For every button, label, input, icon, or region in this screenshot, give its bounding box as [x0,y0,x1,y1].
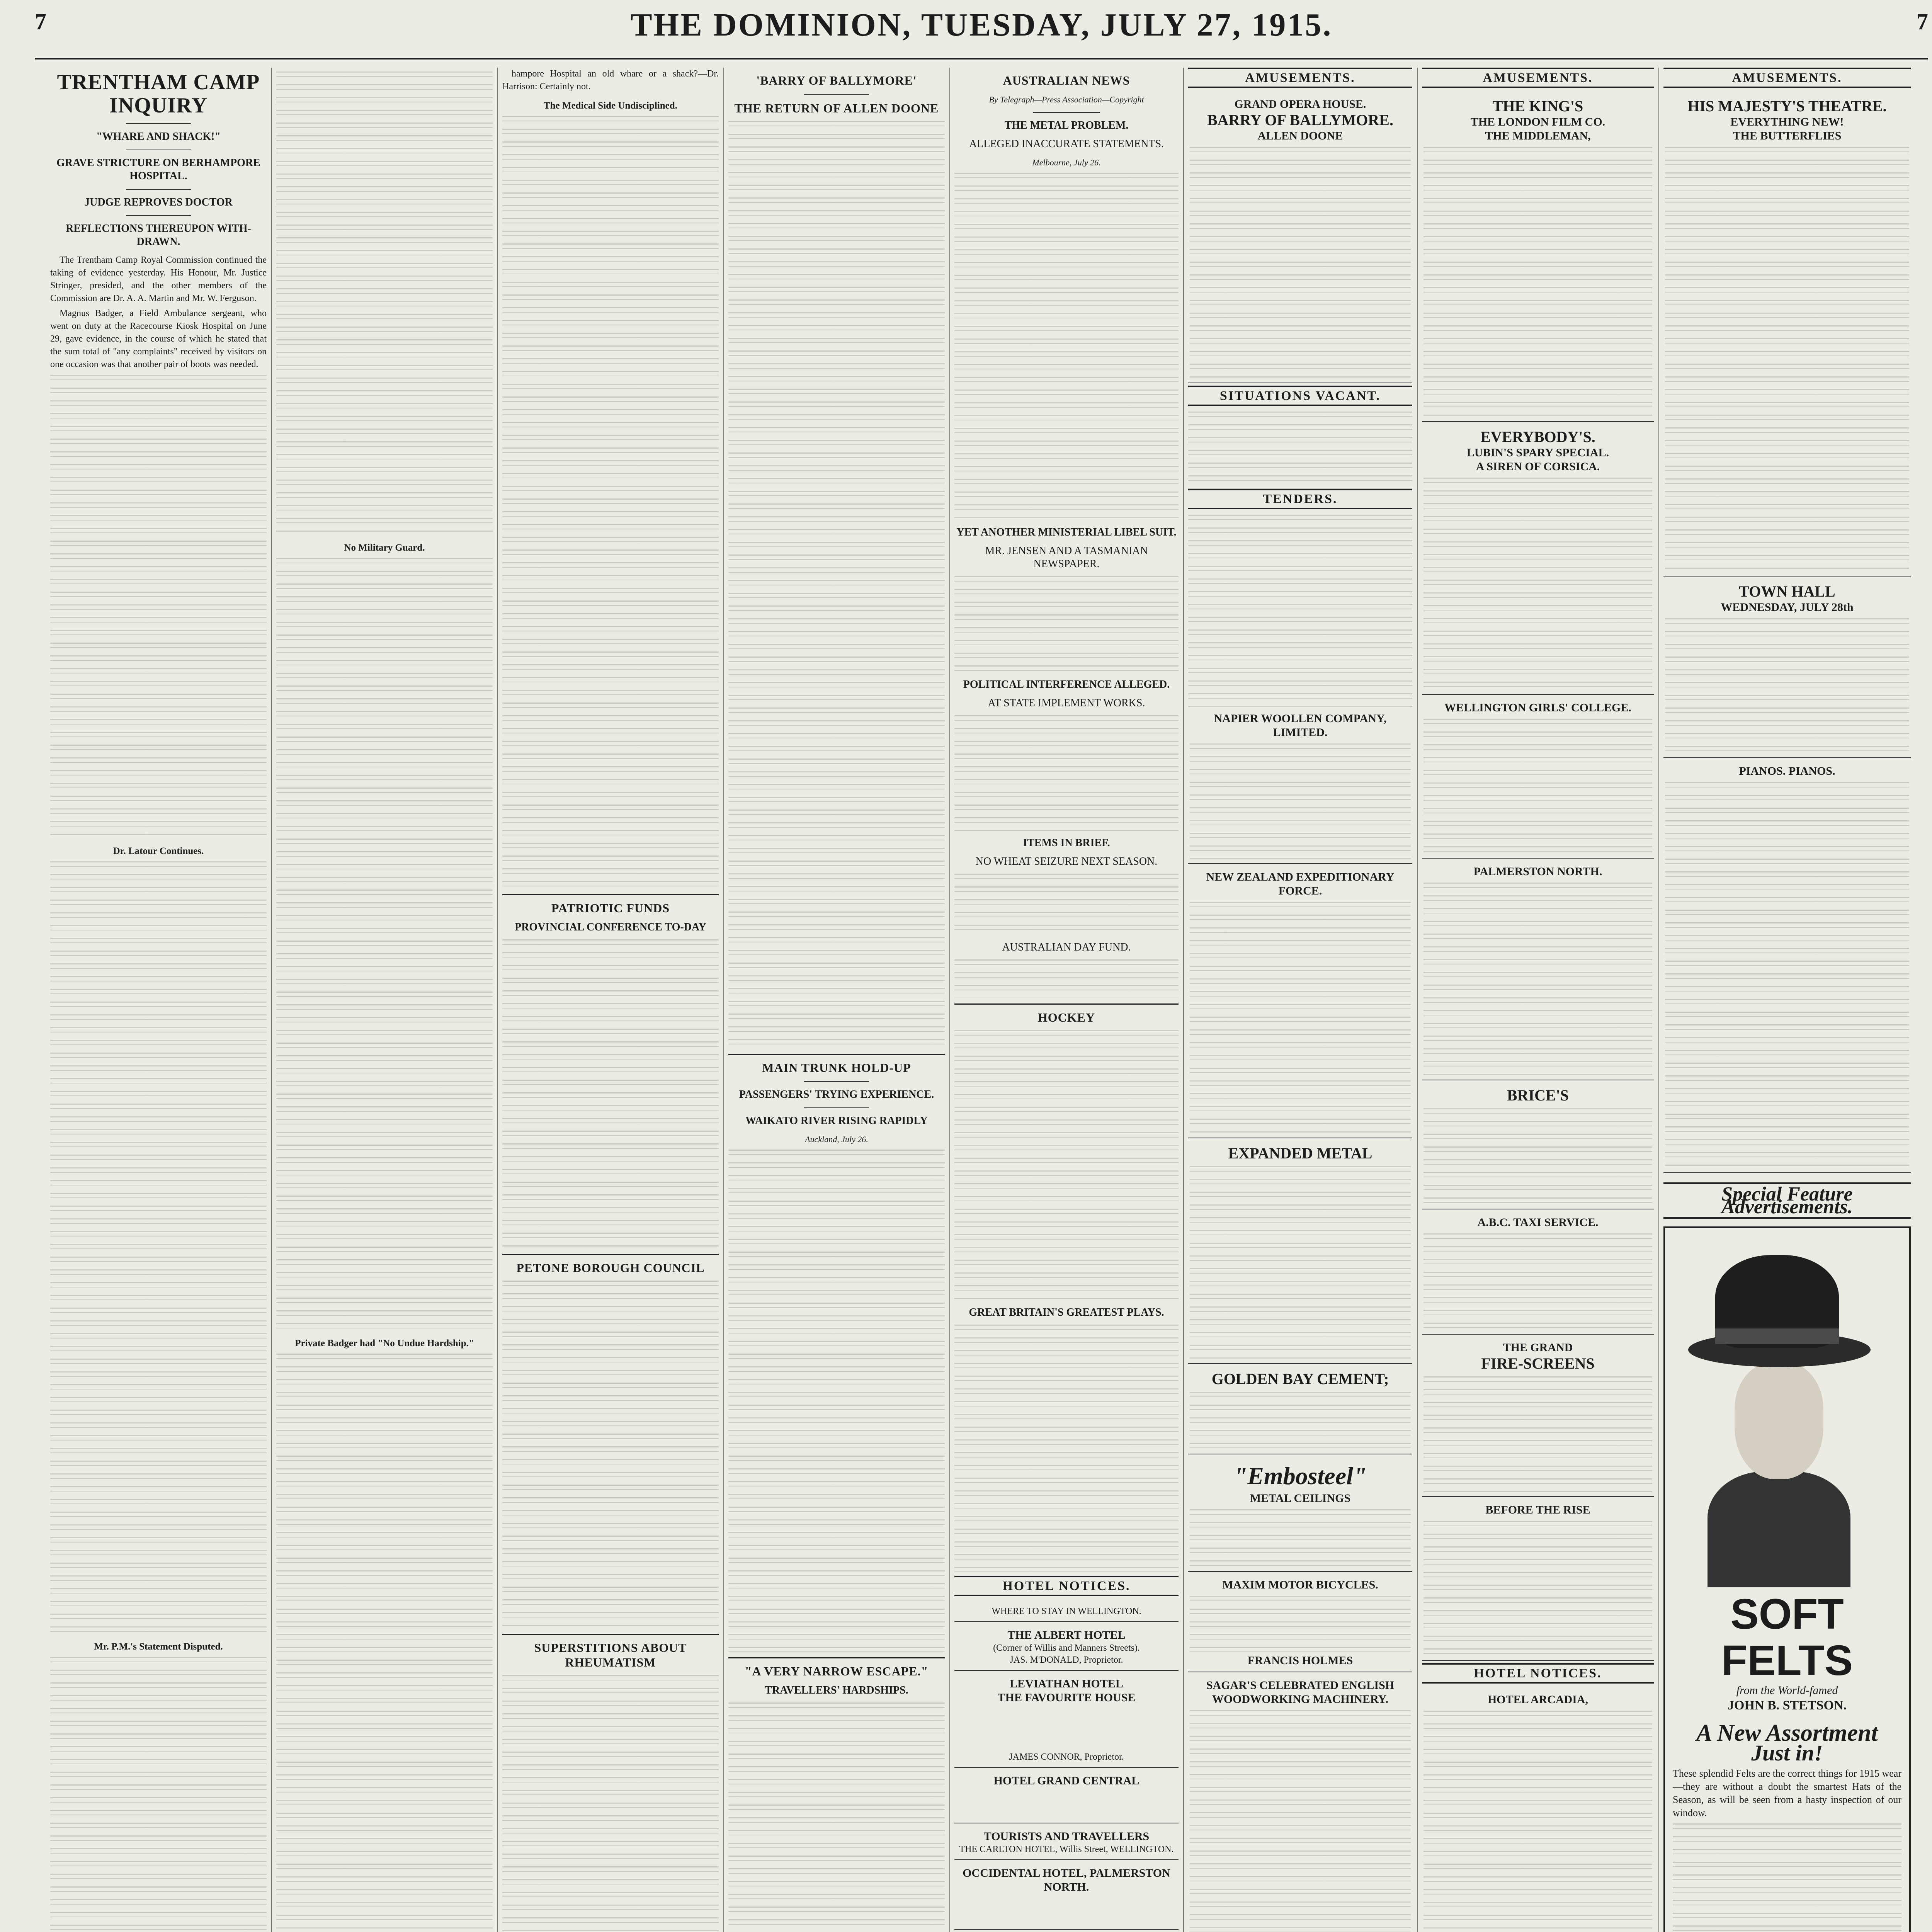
business-ad [1422,1337,1654,1497]
piano-ad [1663,760,1911,1173]
article-body [502,116,719,889]
ad-body [1190,1166,1411,1359]
dateline: Melbourne, July 26. [1032,158,1101,167]
section-subhead: No Military Guard. [344,543,425,553]
product-ad [1188,1457,1412,1572]
hotel-ad [954,1673,1179,1768]
business-name: A.B.C. TAXI SERVICE. [1477,1216,1599,1229]
theatre-ad [1188,94,1412,383]
article-lead: The Trentham Camp Royal Commission continued the taking of evidence yesterday. His Honour, Mr. Justice Stringer, presided, and the other members of the Commission are Dr. A. A. Martin and Mr. W. Ferguson. [50,255,267,303]
product-ad [1188,1366,1412,1454]
hat-illustration [1673,1240,1901,1587]
headline: YET ANOTHER MINISTERIAL LIBEL SUIT. [956,526,1177,538]
ad-body [1423,1108,1652,1205]
section-subhead: The Medical Side Undisciplined. [544,100,677,111]
theatre-ad [1663,94,1911,577]
article-body [954,1030,1179,1301]
venue-name: TOWN HALL [1739,583,1835,600]
deck: PASSENGERS' TRYING EXPERIENCE. [739,1088,934,1100]
headline: SUPERSTITIONS ABOUT RHEUMATISM [534,1641,687,1669]
ad-body [1190,1509,1411,1567]
product-title: MAXIM MOTOR BICYCLES. [1222,1578,1378,1591]
headline: MAIN TRUNK HOLD-UP [762,1061,911,1075]
headline: TRENTHAM CAMP INQUIRY [57,70,260,117]
column-rule [497,68,498,1932]
hotel-ad-intro: WHERE TO STAY IN WELLINGTON. [992,1606,1141,1616]
theatre-ad [1422,424,1654,695]
article-body [954,173,1179,520]
page-number-left: 7 [35,9,46,34]
ad-title: PIANOS. PIANOS. [1739,765,1835,777]
theatre-ad [1422,94,1654,422]
product-title: GOLDEN BAY CEMENT; [1211,1370,1389,1388]
hotel-name: TOURISTS AND TRAVELLERS [983,1830,1150,1843]
column-6 [1188,68,1412,1932]
section-header: AMUSEMENTS. [1188,68,1412,88]
section-header: HOTEL NOTICES. [954,1576,1179,1596]
product-title: EXPANDED METAL [1228,1145,1372,1162]
ad-body [1665,618,1909,753]
page-number-right: 7 [1917,9,1928,34]
soft-felts-body: These splendid Felts are the correct things for 1915 wear—they are without a doubt the smartest Hats of the Season, as will be seen from a hasty inspection of our window. [1673,1768,1901,1818]
show-title: THE BUTTERFLIES [1733,129,1842,142]
deck: JUDGE REPROVES DOCTOR [84,196,233,208]
column-rule [271,68,272,1932]
column-8 [1663,68,1911,1932]
event-title: PALMERSTON NORTH. [1473,865,1602,878]
ad-body [1423,719,1652,854]
column-5 [954,68,1179,1932]
event-title: WELLINGTON GIRLS' COLLEGE. [1444,701,1631,714]
column-4 [728,68,945,1932]
event-ad [1422,861,1654,1080]
deck: REFLECTIONS THEREUPON WITH-DRAWN. [66,223,251,248]
hotel-name: THE ALBERT HOTEL [1007,1629,1126,1641]
column-2 [276,68,493,1932]
section-subhead: Mr. P.M.'s Statement Disputed. [94,1641,223,1652]
article-body [502,939,719,1248]
article-body [728,1702,945,1932]
tender-title: NAPIER WOOLLEN COMPANY, LIMITED. [1214,712,1387,739]
film-title: THE MIDDLEMAN, [1485,129,1591,142]
article-body [276,1354,493,1932]
event-ad [1663,579,1911,758]
deck: AT STATE IMPLEMENT WORKS. [988,697,1145,709]
hotel-ad [954,1624,1179,1671]
show-star: ALLEN DOONE [1257,129,1343,142]
deck: TRAVELLERS' HARDSHIPS. [765,1684,908,1696]
ad-body [1188,412,1412,489]
business-name: BEFORE THE RISE [1485,1503,1590,1516]
product-ad [1188,1675,1412,1932]
soft-felts-title: SOFT FELTS [1721,1590,1853,1684]
dealer-name: FRANCIS HOLMES [1247,1654,1353,1667]
ad-body [1423,1233,1652,1330]
section-header: HOTEL NOTICES. [1422,1663,1654,1684]
ad-body [1188,515,1412,708]
just-in-label: Just in! [1751,1740,1823,1765]
dateline: Auckland, July 26. [805,1134,868,1144]
article-paragraph: hampore Hospital an old whare or a shack?—Dr. Harrison: Certainly not. [502,69,719,92]
article-body [276,558,493,1331]
deck: GRAVE STRICTURE ON BERHAMPORE HOSPITAL. [56,157,260,182]
headline: GREAT BRITAIN'S GREATEST PLAYS. [969,1306,1164,1318]
column-rule [949,68,950,1932]
article-body [276,71,493,535]
ad-body [1190,902,1411,1134]
feature-header: Special Feature Advertisements. [1663,1182,1911,1219]
theatre-name: GRAND OPERA HOUSE. [1234,98,1366,111]
headline: PETONE BOROUGH COUNCIL [516,1261,705,1275]
subheadline: "WHARE AND SHACK!" [96,131,221,143]
ad-body [1190,743,1411,859]
event-date: WEDNESDAY, JULY 28th [1721,601,1854,614]
section-header: TENDERS. [1188,489,1412,509]
product-title: "Embosteel" [1233,1462,1367,1490]
ad-body [1190,1596,1411,1654]
headline: "A VERY NARROW ESCAPE." [745,1664,929,1678]
tender-ad [1188,708,1412,864]
article-body [50,375,267,838]
headline: THE METAL PROBLEM. [1004,119,1129,131]
theatre-name: THE KING'S [1492,97,1583,115]
hotel-ad [954,1826,1179,1860]
theatre-name: HIS MAJESTY'S THEATRE. [1687,97,1887,115]
hotel-name: HOTEL ARCADIA, [1487,1693,1588,1706]
business-name: THE GRAND [1503,1341,1573,1354]
film-title: A SIREN OF CORSICA. [1476,460,1600,473]
show-title: BARRY OF BALLYMORE. [1207,111,1393,129]
business-ad [1422,1499,1654,1661]
hotel-ad [954,1602,1179,1622]
headline: 'BARRY OF BALLYMORE' [756,73,917,87]
article-body [728,121,945,1048]
ad-body [1423,1376,1652,1492]
hotel-ad [954,1862,1179,1930]
ad-body [1673,1823,1901,1932]
hotel-address: THE CARLTON HOTEL, Willis Street, WELLINGTON. [959,1844,1174,1854]
hotel-name: LEVIATHAN HOTEL [1010,1677,1123,1690]
business-ad [1422,1212,1654,1335]
headline: ITEMS IN BRIEF. [1023,837,1110,849]
deck: AUSTRALIAN DAY FUND. [1002,941,1131,953]
article-body [954,576,1179,673]
theatre-name: EVERYBODY'S. [1480,428,1595,446]
tender-title: NEW ZEALAND EXPEDITIONARY FORCE. [1206,871,1395,897]
product-subtitle: METAL CEILINGS [1250,1492,1351,1505]
column-3 [502,68,719,1932]
headline: HOCKEY [1037,1010,1095,1024]
headline: POLITICAL INTERFERENCE ALLEGED. [963,679,1170,690]
deck: MR. JENSEN AND A TASMANIAN NEWSPAPER. [985,545,1148,570]
column-rule [723,68,724,1932]
ad-body [1665,147,1909,572]
article-body [502,1281,719,1628]
ad-body [1423,1711,1652,1932]
ad-tagline: EVERYTHING NEW! [1730,116,1844,128]
article-paragraph: Magnus Badger, a Field Ambulance sergeant, who went on duty at the Racecourse Kiosk Hospital on June 29, gave evidence, in the course of which he stated that the sum total of "any complaints" received by visitors on one occasion was that another pair of boots was needed. [50,308,267,369]
ad-body [1423,883,1652,1076]
column-rule [1658,68,1659,1932]
hotel-proprietor: JAMES CONNOR, Proprietor. [1009,1752,1124,1762]
masthead [35,0,1928,60]
deck: WAIKATO RIVER RISING RAPIDLY [745,1115,928,1127]
hotel-ad [1422,1689,1654,1932]
hotel-name: OCCIDENTAL HOTEL, PALMERSTON NORTH. [963,1867,1170,1893]
product-ad [1188,1141,1412,1364]
deck: ALLEGED INACCURATE STATEMENTS. [969,138,1164,150]
hotel-proprietor: JAS. M'DONALD, Proprietor. [1010,1655,1123,1665]
section-header: SITUATIONS VACANT. [1188,386,1412,406]
section-subhead: Dr. Latour Continues. [113,846,204,856]
article-body [954,959,1179,998]
hotel-tagline: THE FAVOURITE HOUSE [997,1691,1136,1704]
soft-felts-maker: JOHN B. STETSON. [1728,1698,1847,1713]
event-ad [1422,697,1654,859]
article-body [50,1657,267,1932]
column-rule [1417,68,1418,1932]
business-name: BRICE'S [1507,1087,1569,1104]
section-subhead: Private Badger had "No Undue Hardship." [295,1338,474,1349]
hotel-name: HOTEL GRAND CENTRAL [993,1774,1139,1787]
ad-body [1190,1710,1411,1932]
product-ad [1188,1574,1412,1672]
paper-title: THE DOMINION, TUESDAY, JULY 27, 1915. [630,7,1333,43]
article-body [954,874,1179,935]
article-body [502,1675,719,1932]
product-title: SAGAR'S CELEBRATED ENGLISH WOODWORKING MACHINERY. [1206,1679,1395,1706]
hotel-address: (Corner of Willis and Manners Streets). [993,1643,1140,1653]
section-header: AMUSEMENTS. [1663,68,1911,88]
ad-body [1190,147,1411,379]
ad-body [1423,147,1652,417]
article-body [954,1325,1179,1576]
tender-ad [1188,866,1412,1138]
column-7 [1422,68,1654,1932]
business-ad [1422,1083,1654,1209]
column-rule [1183,68,1184,1932]
article-body [728,1150,945,1652]
film-company: THE LONDON FILM CO. [1470,116,1605,128]
soft-felts-sub: from the World-famed [1736,1684,1838,1697]
hotel-ad [954,1770,1179,1823]
section-header: AMUSEMENTS. [1422,68,1654,88]
soft-felts-ad [1663,1226,1911,1932]
ad-body [1423,1521,1652,1656]
article-body [954,715,1179,831]
ad-body [1665,782,1909,1168]
article-body [50,861,267,1634]
new-assortment-label: A New Assortment [1696,1720,1878,1746]
headline: THE RETURN OF ALLEN DOONE [734,101,939,115]
film-company: LUBIN'S SPARY SPECIAL. [1466,446,1609,459]
product-title: FIRE-SCREENS [1481,1355,1595,1372]
column-1 [50,68,267,1932]
headline: AUSTRALIAN NEWS [1003,73,1130,87]
deck: PROVINCIAL CONFERENCE TO-DAY [515,921,706,933]
ad-body [1190,1392,1411,1450]
ad-body [1423,478,1652,690]
byline: By Telegraph—Press Association—Copyright [989,95,1144,104]
headline: PATRIOTIC FUNDS [551,901,670,915]
deck: NO WHEAT SEIZURE NEXT SEASON. [975,855,1158,867]
